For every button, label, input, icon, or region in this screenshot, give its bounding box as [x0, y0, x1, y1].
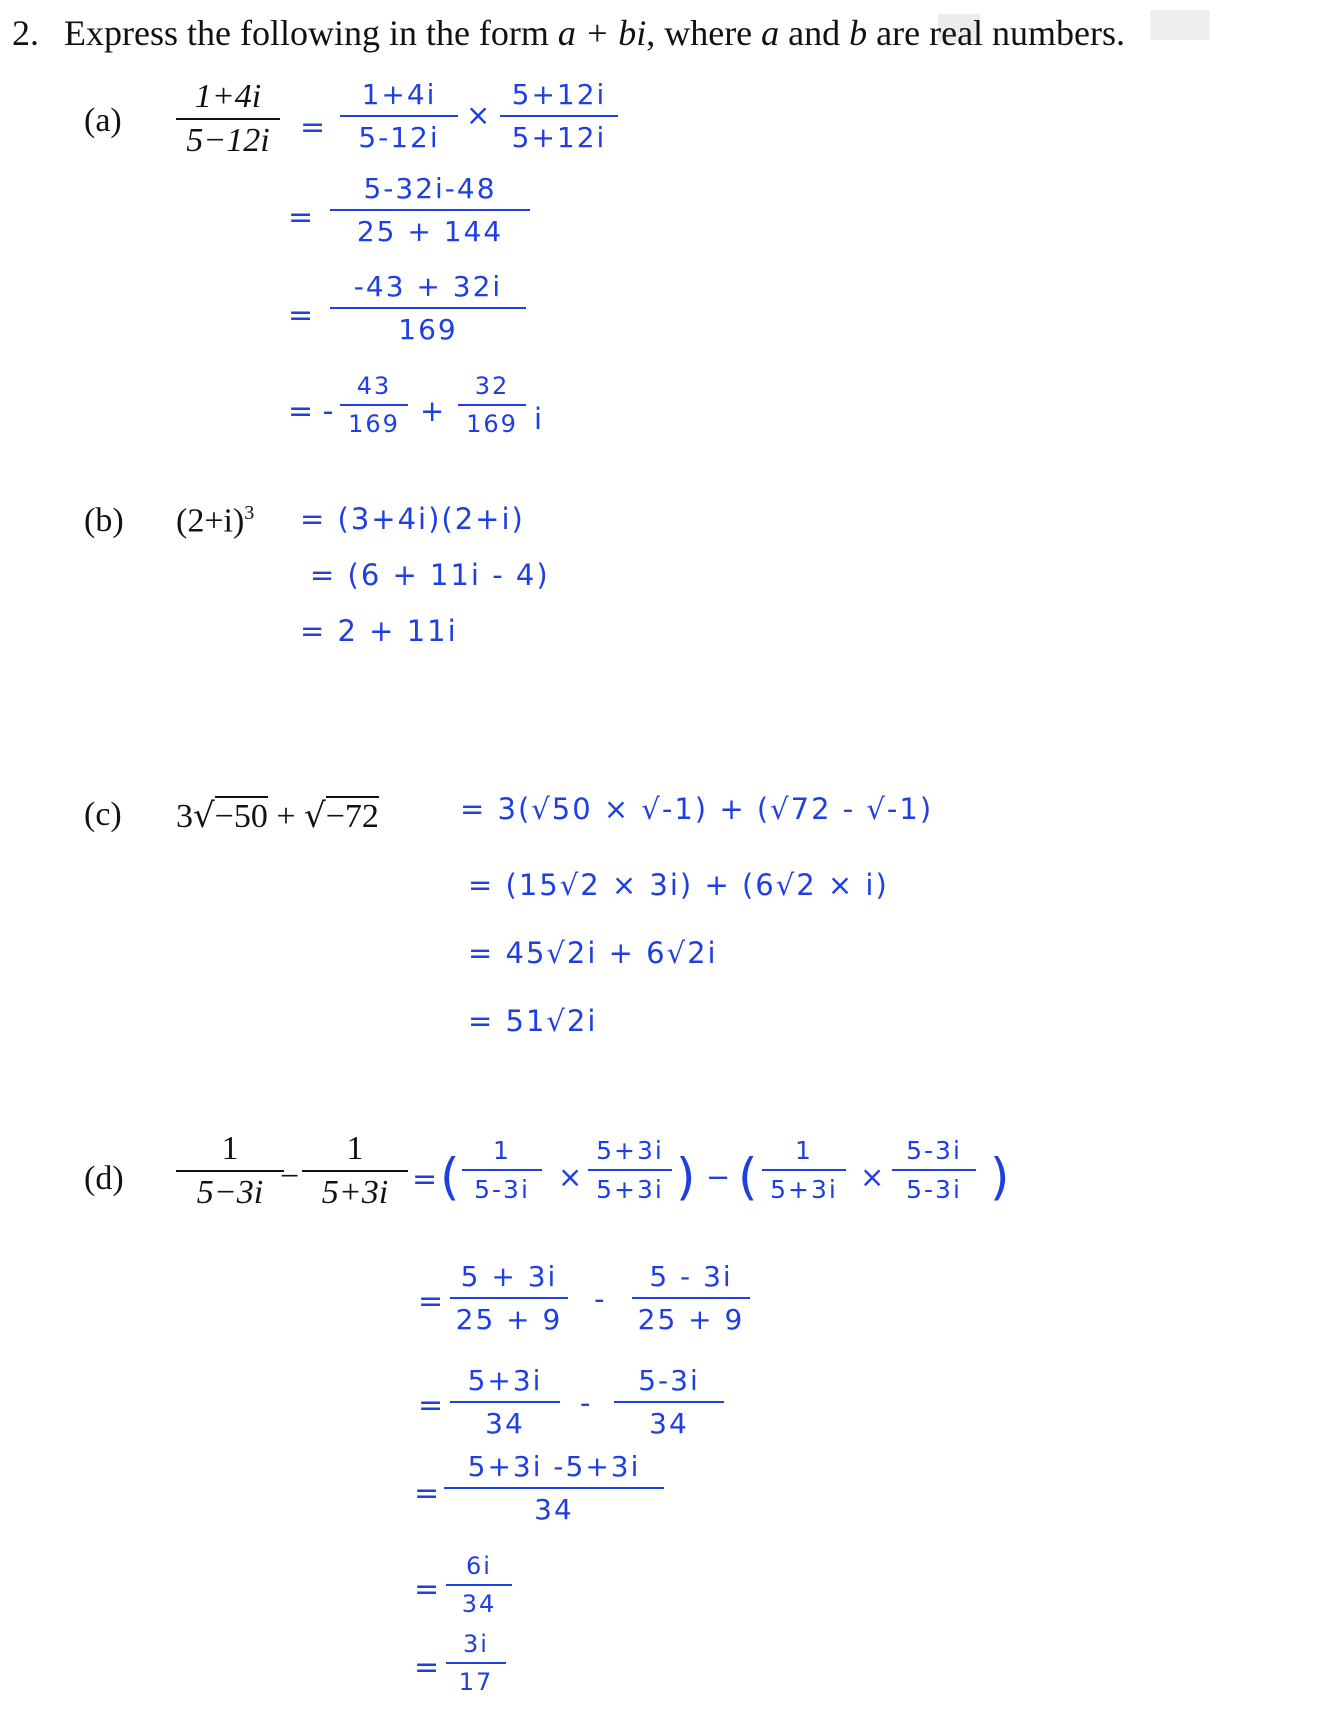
part-a-step1-f1-num: 1+4i — [361, 78, 437, 111]
part-d-step4-num: 5+3i -5+3i — [467, 1450, 641, 1483]
part-a-expr-den: 5−12i — [176, 118, 280, 160]
part-d-step1-times2: × — [860, 1160, 887, 1194]
part-d-step5-frac — [446, 1552, 512, 1618]
part-d-step1-close2: ) — [990, 1148, 1010, 1206]
part-d-step2-frac2 — [632, 1260, 750, 1336]
part-b-expr-exp: 3 — [244, 502, 255, 524]
part-b-expression — [176, 502, 254, 540]
part-d-step2-f2-den: 25 + 9 — [632, 1297, 750, 1336]
part-d-step3-f2-den: 34 — [614, 1401, 724, 1440]
part-a-step4-plus: + — [420, 394, 447, 428]
question-text-3: and — [788, 13, 841, 53]
part-d-step3-frac1 — [450, 1364, 560, 1440]
part-d-step1-open2: ( — [738, 1148, 758, 1206]
part-d-step6-den: 17 — [446, 1662, 506, 1696]
part-b-line2: = (6 + 11i - 4) — [310, 558, 550, 592]
part-a-step4-f1-den: 169 — [340, 404, 408, 438]
part-c-expr-r1: −50 — [214, 798, 268, 835]
part-d-step5-den: 34 — [446, 1584, 512, 1618]
part-d-step1-c-den: 5+3i — [762, 1169, 846, 1204]
question-text-2: , where — [646, 13, 753, 53]
part-a-step4-f2-num: 32 — [474, 372, 510, 400]
part-d-step4-den: 34 — [444, 1487, 664, 1526]
question-text-4: are real numbers. — [876, 13, 1126, 53]
question-var-b: b — [849, 13, 868, 53]
question-var-a: a — [761, 13, 780, 53]
part-d-step4-frac — [444, 1450, 664, 1526]
part-d-expr-f2-den: 5+3i — [302, 1170, 408, 1212]
part-a-step4-suffix: i — [534, 402, 545, 436]
part-b-label: (b) — [84, 502, 124, 539]
part-d-step2-f1-num: 5 + 3i — [460, 1260, 558, 1293]
part-a-step1-f2-num: 5+12i — [511, 78, 607, 111]
part-c-line2: = (15√2 × 3i) + (6√2 × i) — [468, 868, 889, 902]
part-d-step4-eq: = — [414, 1476, 440, 1511]
part-d-step2-f2-num: 5 - 3i — [649, 1260, 733, 1293]
part-c-expression: 3√−50 + √−72 — [176, 796, 379, 836]
part-d-step1-b-den: 5+3i — [588, 1169, 672, 1204]
part-d-step1-close1: ) — [676, 1148, 696, 1206]
part-d-step1-a-num: 1 — [493, 1136, 511, 1165]
part-d-step1-frac-d — [892, 1136, 976, 1204]
part-a-expr-num: 1+4i — [194, 78, 262, 115]
part-d-step6-num: 3i — [463, 1630, 489, 1658]
part-d-expr-f1-num: 1 — [221, 1130, 239, 1167]
part-d-step6-frac — [446, 1630, 506, 1696]
part-d-step1-c-num: 1 — [795, 1136, 813, 1165]
part-a-step1-times: × — [466, 98, 493, 132]
part-d-step1-frac-a — [462, 1136, 542, 1204]
part-a-step2-eq: = — [288, 200, 314, 235]
part-d-step1-eq: = — [412, 1162, 438, 1197]
part-d-step3-f2-num: 5-3i — [638, 1364, 700, 1397]
part-d-expr-frac2 — [302, 1130, 408, 1212]
part-c-expr-plus: + — [276, 798, 296, 835]
part-a-step3-num: -43 + 32i — [353, 270, 503, 303]
part-d-step1-b-num: 5+3i — [596, 1136, 664, 1165]
part-d-step1-frac-b — [588, 1136, 672, 1204]
part-c-line4: = 51√2i — [468, 1004, 598, 1038]
part-a-step1-f2-den: 5+12i — [500, 115, 618, 154]
part-d-step1-times1: × — [558, 1160, 585, 1194]
part-c-line1: = 3(√50 × √-1) + (√72 - √-1) — [460, 792, 934, 826]
part-c-expr-r2: −72 — [325, 798, 379, 835]
part-a-step3-eq: = — [288, 298, 314, 333]
part-a-step4-f2-den: 169 — [458, 404, 526, 438]
part-a-step4-f1-num: 43 — [356, 372, 392, 400]
part-a-step1-eq: = — [300, 110, 326, 145]
part-d-step3-f1-den: 34 — [450, 1401, 560, 1440]
part-b-line1: = (3+4i)(2+i) — [300, 502, 525, 536]
part-d-step1-a-den: 5-3i — [462, 1169, 542, 1204]
part-d-step1-minus: − — [706, 1160, 733, 1194]
question-text: Express the following in the form — [64, 13, 549, 53]
part-d-step3-eq: = — [418, 1388, 444, 1423]
part-b-line3: = 2 + 11i — [300, 614, 458, 648]
part-d-step2-eq: = — [418, 1284, 444, 1319]
part-d-step1-frac-c — [762, 1136, 846, 1204]
part-d-step2-f1-den: 25 + 9 — [450, 1297, 568, 1336]
part-d-expr-minus: − — [280, 1158, 300, 1195]
part-c-label: (c) — [84, 796, 122, 833]
part-c-line3: = 45√2i + 6√2i — [468, 936, 718, 970]
part-d-step5-num: 6i — [466, 1552, 492, 1580]
part-a-step1-f1-den: 5-12i — [340, 115, 458, 154]
part-a-step4-frac2 — [458, 372, 526, 438]
part-d-step6-eq: = — [414, 1650, 440, 1685]
part-d-step1-d-den: 5-3i — [892, 1169, 976, 1204]
part-a-step2-num: 5-32i-48 — [363, 172, 497, 205]
part-d-expr-f1-den: 5−3i — [176, 1170, 284, 1212]
part-d-step3-minus: - — [580, 1386, 593, 1420]
part-a-step1-frac1 — [340, 78, 458, 154]
part-d-step3-f1-num: 5+3i — [467, 1364, 543, 1397]
part-d-step5-eq: = — [414, 1572, 440, 1607]
part-a-step2-frac — [330, 172, 530, 248]
part-a-step4-eq: = - — [288, 394, 334, 429]
watermark-fragment-right — [1150, 10, 1210, 40]
question-number: 2. — [12, 13, 39, 53]
part-b-expr: (2+i) — [176, 502, 245, 540]
part-a-expression — [176, 78, 280, 160]
question-form: a + bi — [557, 13, 647, 53]
part-a-step1-frac2 — [500, 78, 618, 154]
part-a-step2-den: 25 + 144 — [330, 209, 530, 248]
part-d-label: (d) — [84, 1160, 124, 1197]
part-d-step2-minus: - — [594, 1282, 607, 1316]
part-a-step4-frac1 — [340, 372, 408, 438]
part-d-step1-open1: ( — [440, 1148, 460, 1206]
part-c-expr-coef: 3 — [176, 798, 193, 835]
part-a-step3-frac — [330, 270, 526, 346]
part-d-step2-frac1 — [450, 1260, 568, 1336]
part-d-step1-d-num: 5-3i — [906, 1136, 962, 1165]
part-a-step3-den: 169 — [330, 307, 526, 346]
part-d-expr-f2-num: 1 — [346, 1130, 364, 1167]
part-a-label: (a) — [84, 102, 122, 139]
part-d-expr-frac1 — [176, 1130, 284, 1212]
part-d-step3-frac2 — [614, 1364, 724, 1440]
question-heading — [12, 12, 1125, 54]
